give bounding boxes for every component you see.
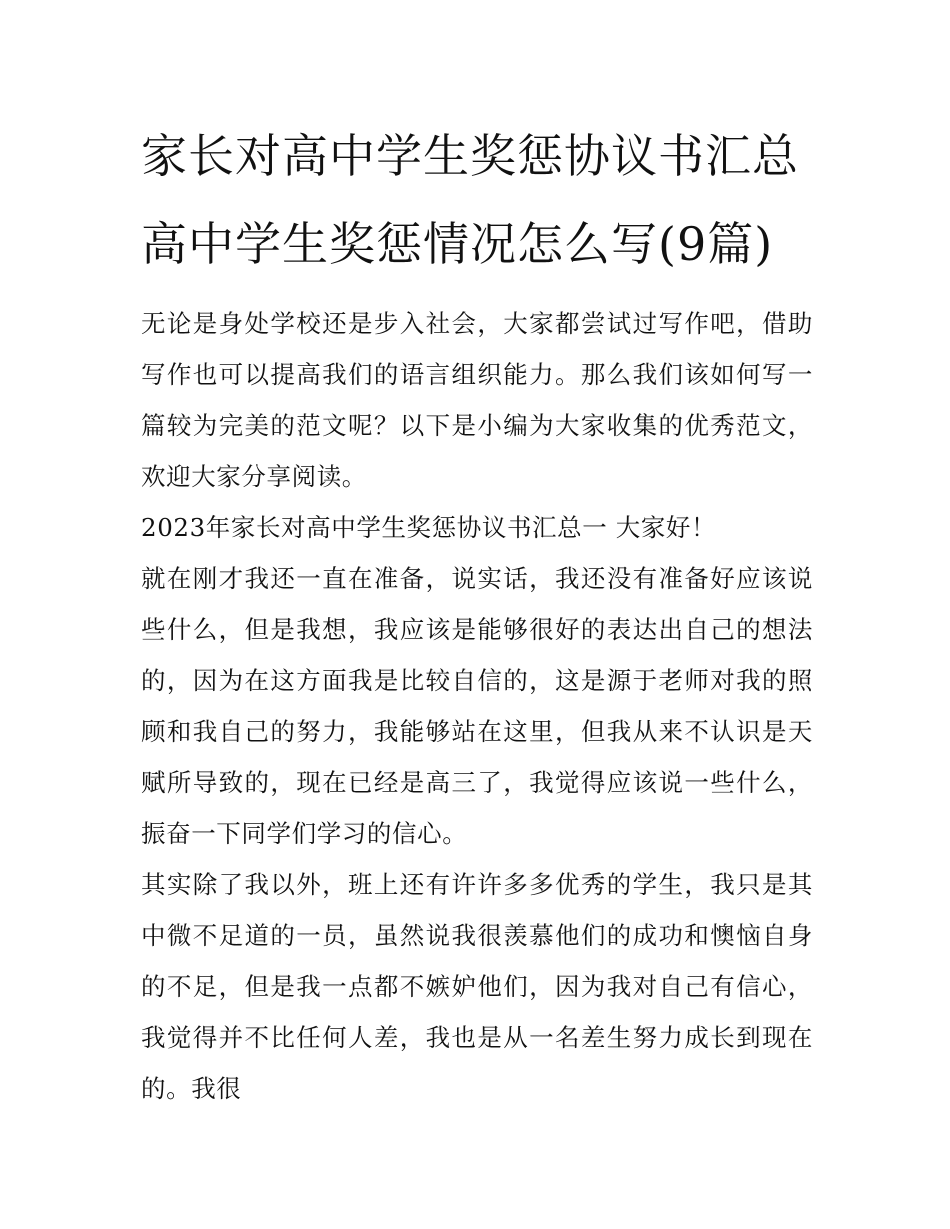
section-heading-paragraph: 2023年家长对高中学生奖惩协议书汇总一 大家好！ (141, 513, 717, 542)
body-paragraph: 就在刚才我还一直在准备，说实话，我还没有准备好应该说些什么，但是我想，我应该是能够很好的表达出自己的想法的，因为在这方面我是比较自信的，这是源于老师对我的照顾和我自己的努力，我能够站在这里，但我从来不认识是天赋所导致的，现在已经是高三了，我觉得应该说一些什么，振奋一下同学们学习的信心。 (141, 564, 813, 848)
intro-paragraph: 无论是身处学校还是步入社会，大家都尝试过写作吧，借助写作也可以提高我们的语言组织能力。那么我们该如何写一篇较为完美的范文呢？以下是小编为大家收集的优秀范文，欢迎大家分享阅读。 (141, 309, 813, 491)
document-body (141, 112, 813, 1114)
body-paragraph: 其实除了我以外，班上还有许许多多优秀的学生，我只是其中微不足道的一员，虽然说我很羡慕他们的成功和懊恼自身的不足，但是我一点都不嫉妒他们，因为我对自己有信心，我觉得并不比任何人差，我也是从一名差生努力成长到现在的。我很 (141, 870, 813, 1103)
document-title: 家长对高中学生奖惩协议书汇总 高中学生奖惩情况怎么写(9篇) (141, 129, 799, 271)
